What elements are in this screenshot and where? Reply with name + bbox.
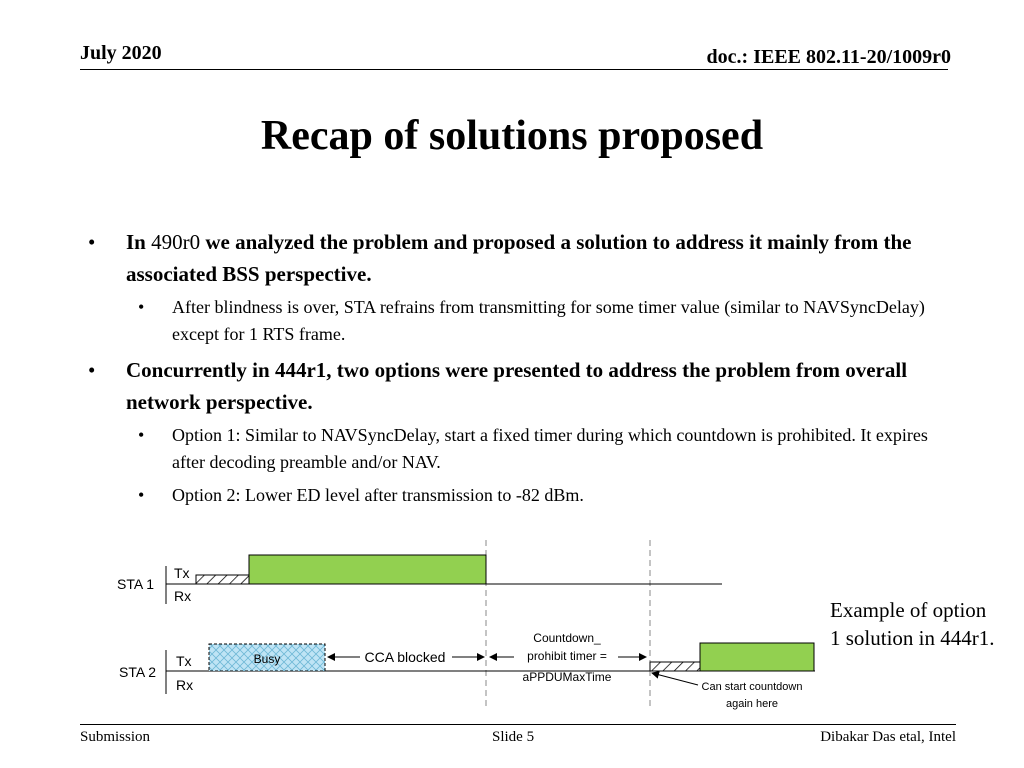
busy-label: Busy: [253, 652, 281, 666]
sta1-tx-frame: [249, 555, 486, 584]
example-caption: Example of option 1 solution in 444r1.: [830, 598, 995, 650]
can-start-label-2: again here: [726, 698, 778, 710]
sta2-rx-label: Rx: [176, 677, 194, 693]
sta1-label: STA 1: [117, 576, 155, 592]
footer-author: Dibakar Das etal, Intel: [820, 729, 956, 745]
header-date: July 2020: [80, 42, 162, 64]
sta1-rx-label: Rx: [174, 588, 192, 604]
bullet-1-ref: 490r0: [151, 230, 201, 254]
can-start-pointer: [652, 673, 698, 685]
bullet-1: [80, 226, 960, 290]
sta1-tx-label: Tx: [174, 565, 190, 581]
countdown-label-1: Countdown_: [533, 631, 601, 645]
sta2-label: STA 2: [119, 664, 157, 680]
footer-divider: [80, 724, 956, 725]
page-title: Recap of solutions proposed: [260, 113, 764, 159]
footer-submission: Submission: [80, 729, 151, 745]
sub-bullet-3: • Option 2: Lower ED level after transmission to -82 dBm.: [80, 482, 960, 509]
sta2-tx-label: Tx: [176, 653, 192, 669]
sta2-tx-frame: [700, 643, 814, 671]
bullet-list: [80, 226, 960, 515]
bullet-1-text: we analyzed the problem and proposed a solution to address it mainly from the associated BSS perspective.: [126, 230, 912, 286]
header-doc-id: doc.: IEEE 802.11-20/1009r0: [706, 46, 951, 68]
bullet-1-prefix: In: [126, 230, 146, 254]
footer-slide-number: Slide 5: [492, 729, 535, 745]
bullet-2: • Concurrently in 444r1, two options were presented to address the problem from overall network perspective.: [80, 354, 960, 418]
header-divider: [80, 69, 948, 70]
cca-blocked-label: CCA blocked: [364, 649, 446, 665]
sub-bullet-1: • After blindness is over, STA refrains from transmitting for some timer value (similar to NAVSyncDelay) except for 1 RTS frame.: [80, 294, 960, 348]
sub-bullet-2: • Option 1: Similar to NAVSyncDelay, start a fixed timer during which countdown is prohibited. It expires after decoding preamble and/or NAV.: [80, 422, 960, 476]
countdown-label-2: prohibit timer =: [527, 649, 607, 663]
sta2-hatch: [650, 662, 700, 671]
countdown-label-3: aPPDUMaxTime: [522, 670, 612, 684]
sta1-hatch: [196, 575, 249, 584]
can-start-label-1: Can start countdown: [701, 681, 803, 693]
